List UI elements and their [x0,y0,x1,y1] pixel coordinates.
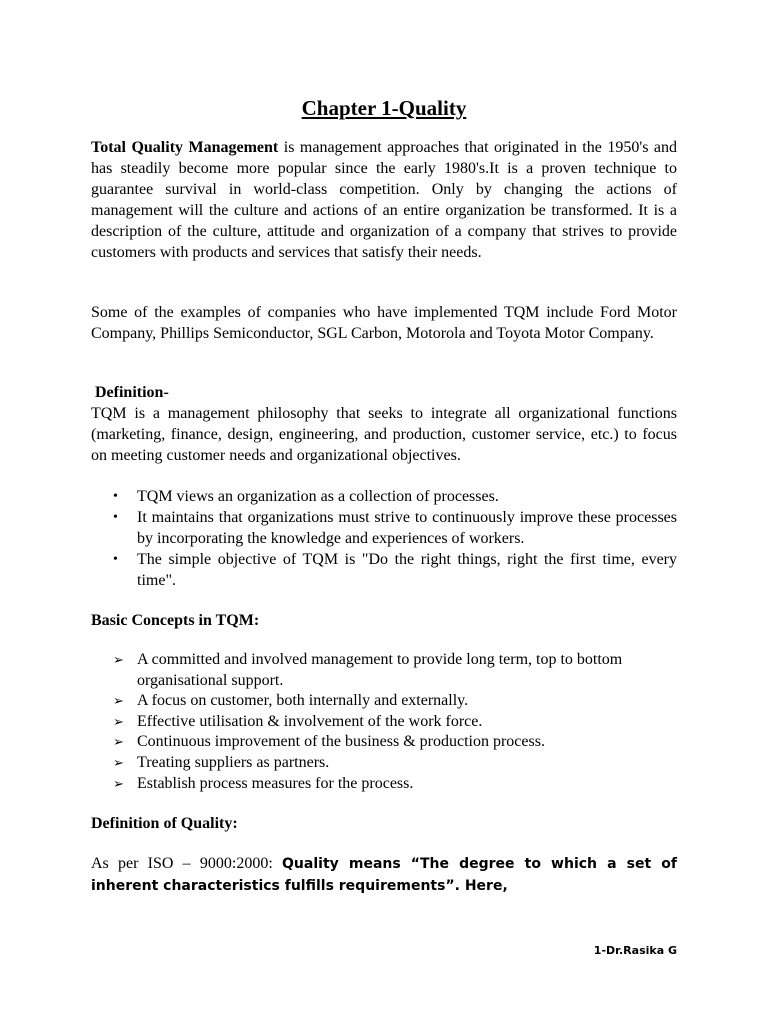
list-item [91,549,677,591]
concept-text: A focus on customer, both internally and externally. [137,692,469,710]
quality-heading: Definition of Quality: [91,815,238,832]
arrow-bullet-icon: ➢ [113,713,124,729]
list-item [91,712,677,733]
intro-body: is management approaches that originated in the 1950's and has steadily become more popular since the early 1980's.It is a proven technique to guarantee survival in world-class competition. Only by changing the actions of management will the culture and actions of an entire organization be transformed. It is a description of the culture, attitude and organization of a company that strives to provide customers with products and services that satisfy their needs. [91,139,678,261]
bullet-marker: • [113,552,118,567]
concept-text: A committed and involved management to provide long term, top to bottom organisational support. [137,651,623,689]
concepts-heading: Basic Concepts in TQM: [91,612,260,629]
list-item [91,732,677,753]
concept-text: Effective utilisation & involvement of the work force. [137,712,483,730]
list-item [91,507,677,549]
page-title: Chapter 1-Quality [301,96,467,120]
tqm-bullet-list [91,486,677,591]
arrow-bullet-icon: ➢ [113,693,124,709]
list-item [91,650,677,691]
intro-paragraph [91,137,677,263]
concept-text: Treating suppliers as partners. [137,753,330,771]
page-footer: 1-Dr.Rasika G [593,944,677,957]
definition-paragraph: TQM is a management philosophy that seeks to integrate all organizational functions (marketing, finance, design, engineering, and production, customer service, etc.) to focus on meeting customer needs and organizational objectives. [91,405,677,464]
bullet-text: The simple objective of TQM is "Do the right things, right the first time, every time". [137,551,677,589]
concept-text: Continuous improvement of the business & production process. [137,733,545,751]
intro-lead: Total Quality Management [91,139,279,156]
bullet-text: It maintains that organizations must strive to continuously improve these processes by incorporating the knowledge and experiences of workers. [137,509,677,547]
examples-paragraph: Some of the examples of companies who have implemented TQM include Ford Motor Company, Phillips Semiconductor, SGL Carbon, Motorola and Toyota Motor Company. [91,304,677,342]
bullet-text: TQM views an organization as a collection of processes. [137,488,499,505]
iso-prefix: As per ISO – 9000:2000: [91,855,283,872]
arrow-bullet-icon: ➢ [113,652,124,667]
list-item [91,753,677,774]
concept-text: Establish process measures for the process. [137,774,414,792]
arrow-bullet-icon: ➢ [113,734,124,750]
list-item [91,774,677,795]
bullet-marker: • [113,489,118,504]
concepts-list [91,650,677,794]
bullet-marker: • [113,510,118,525]
arrow-bullet-icon: ➢ [113,775,124,791]
list-item [91,691,677,712]
iso-quote: Quality means “The degree to which a set of inherent characteristics fulfills requirements”. Here, [91,856,677,894]
arrow-bullet-icon: ➢ [113,754,124,770]
definition-heading: Definition- [95,384,169,401]
iso-definition-paragraph [91,853,677,897]
list-item [91,486,677,507]
